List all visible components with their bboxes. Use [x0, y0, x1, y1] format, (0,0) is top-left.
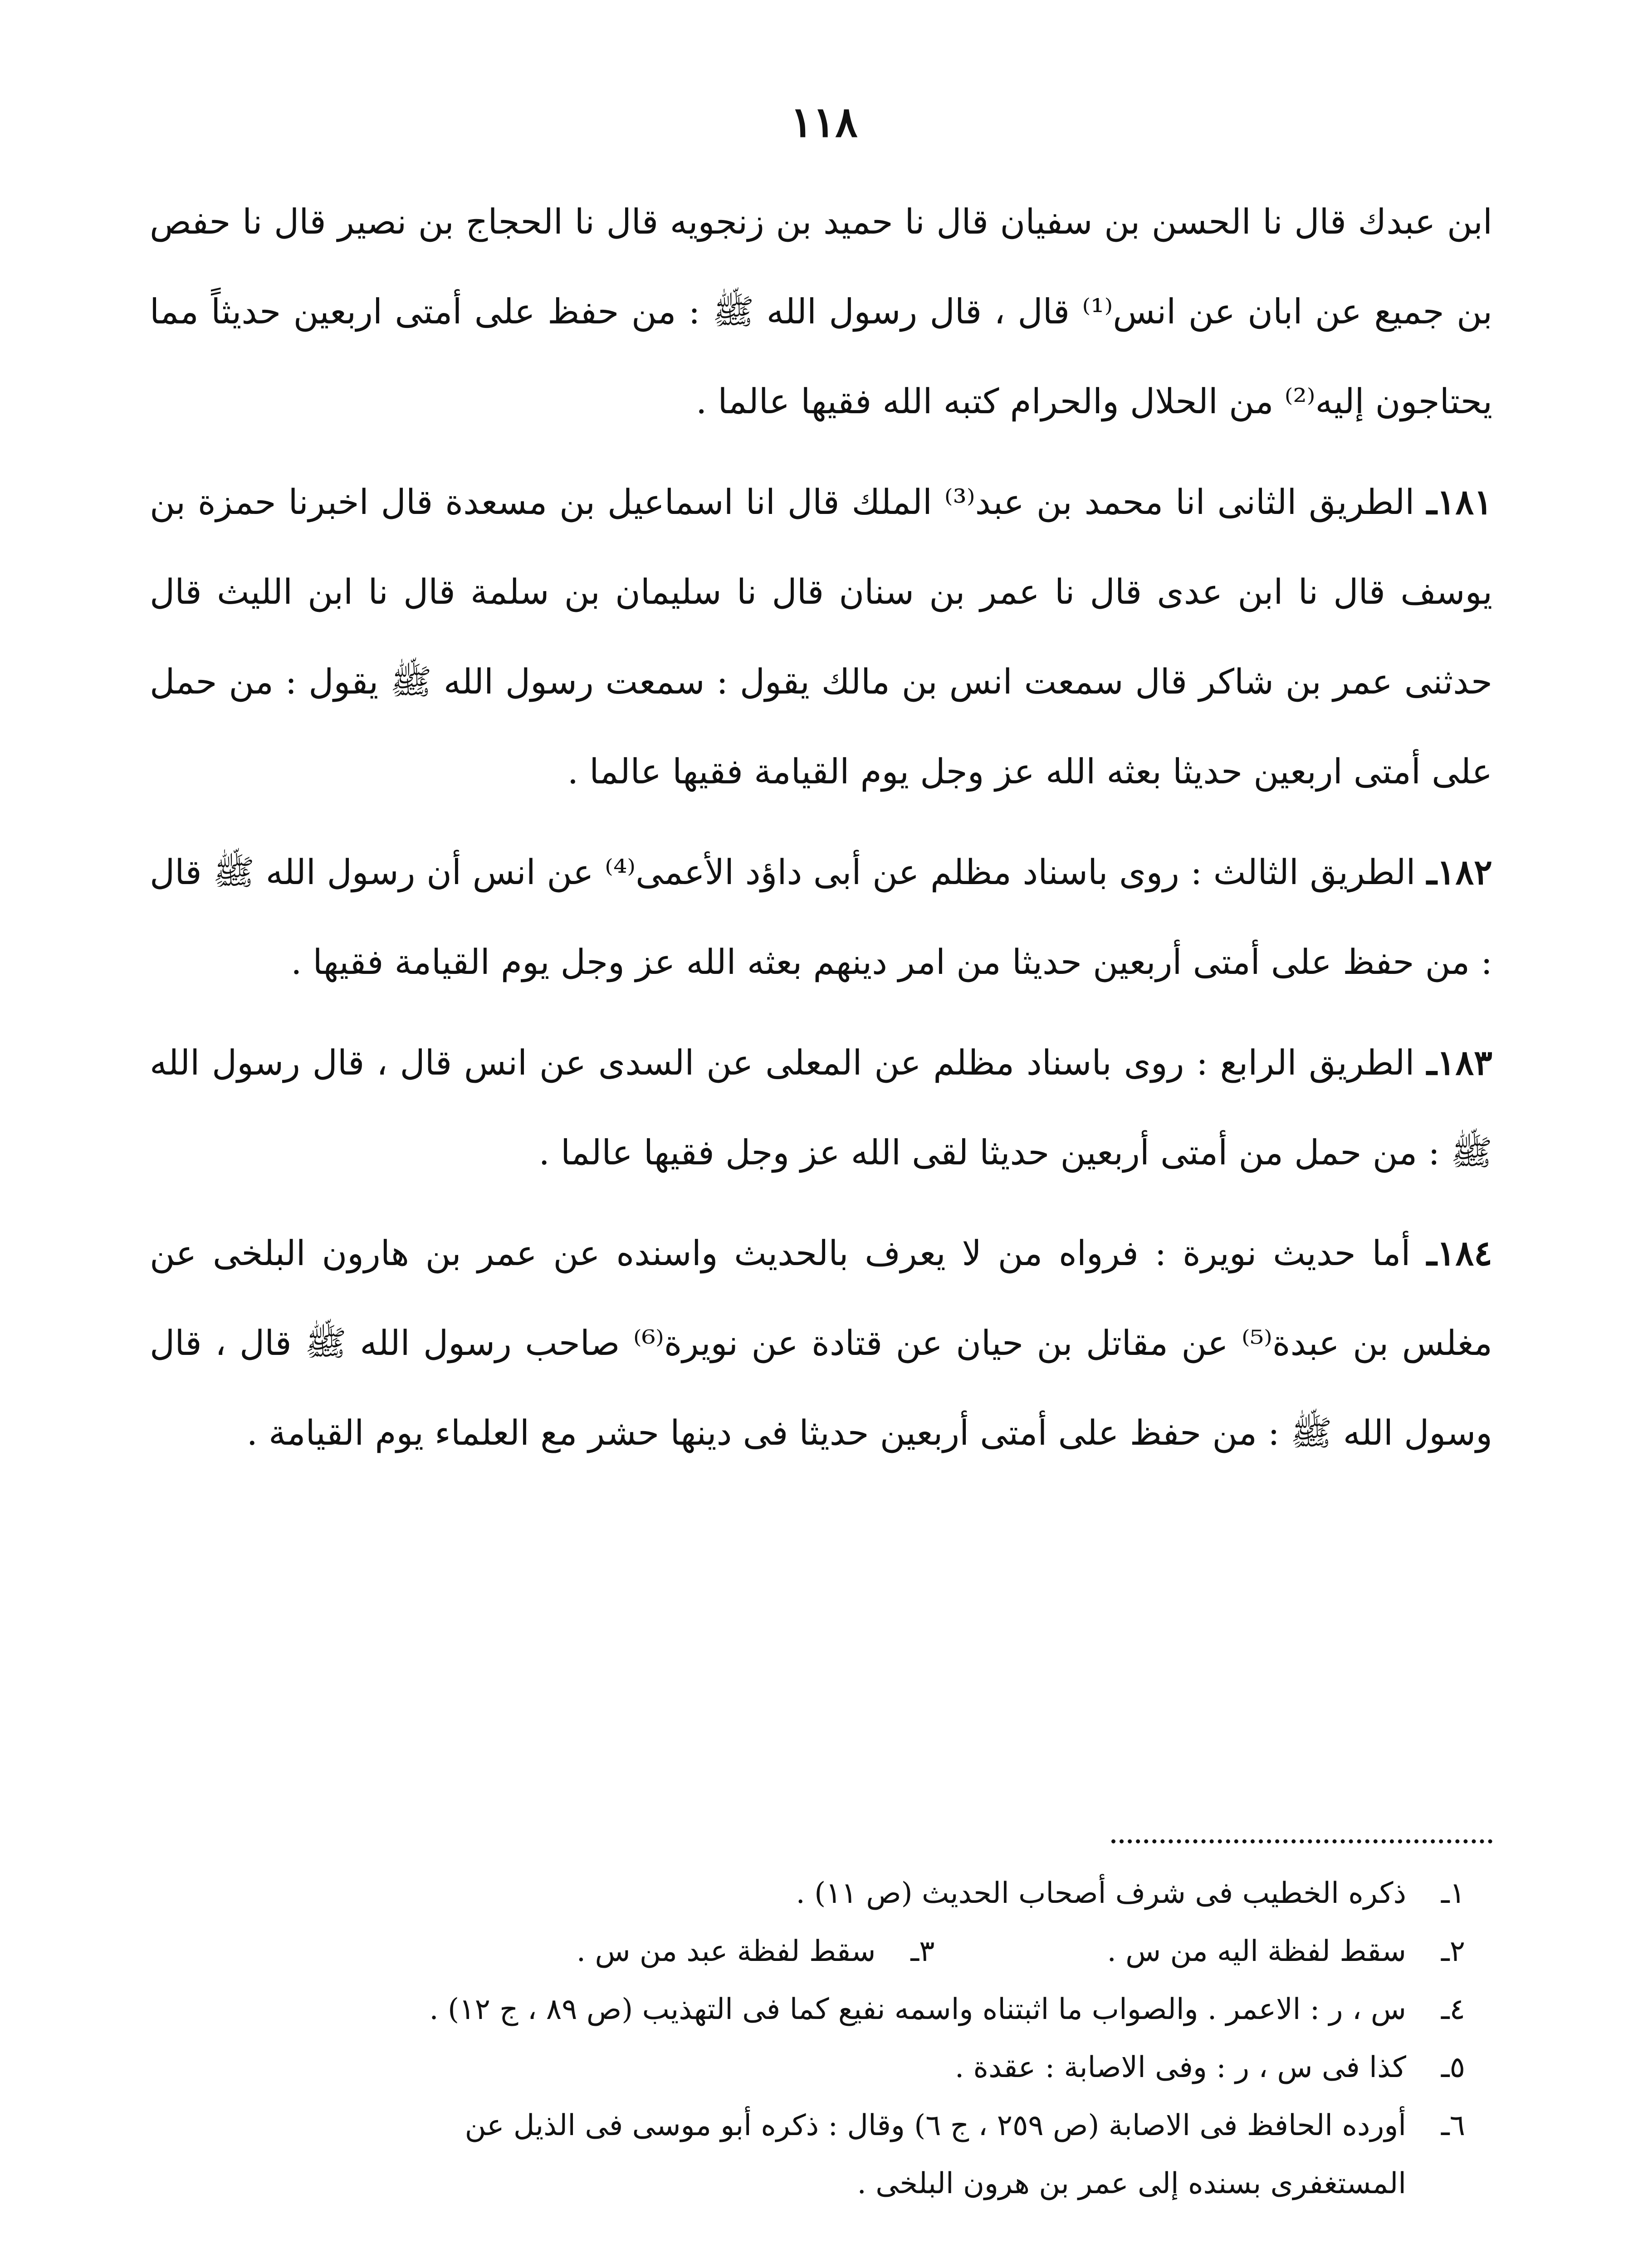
paragraph-intro: [150, 177, 1492, 446]
paragraph-text: الطريق الثانى انا محمد بن عبد⁽³⁾ الملك قال انا اسماعيل بن مسعدة قال اخبرنا حمزة بن يوسف قال نا ابن عدى قال نا عمر بن سنان قال نا سليمان بن سلمة قال نا ابن الليث قال حدثنى عمر بن شاكر قال سمعت انس بن مالك يقول : سمعت رسول الله ﷺ يقول : من حمل على أمتى اربعين حديثا بعثه الله عز وجل يوم القيامة فقيها عالما .: [150, 482, 1492, 792]
footnote-1: [122, 1864, 1465, 1922]
main-text: [150, 177, 1492, 1489]
footnote-row-2-3: [122, 1922, 1465, 1980]
footnote-text: س ، ر : الاعمر . والصواب ما اثبتناه واسمه نفيع كما فى التهذيب (ص ٨٩ ، ج ١٢) .: [429, 1993, 1406, 2026]
paragraph-183: [150, 1018, 1492, 1198]
footnote-number: ٤ـ: [1441, 1993, 1465, 2026]
footnote-divider: [1111, 1839, 1492, 1843]
footnote-2: [1107, 1922, 1465, 1980]
paragraph-text: أما حديث نويرة : فرواه من لا يعرف بالحديث واسنده عن عمر بن هارون البلخى عن مغلس بن عبدة⁽⁵⁾ عن مقاتل بن حيان عن قتادة عن نويرة⁽⁶⁾ صاحب رسول الله ﷺ قال ، قال وسول الله ﷺ : من حفظ على أمتى أربعين حديثا فى دينها حشر مع العلماء يوم القيامة .: [150, 1233, 1493, 1453]
page-number: ١١٨: [790, 98, 858, 147]
footnote-number: ٣ـ: [910, 1935, 935, 1968]
paragraph-text: ابن عبدك قال نا الحسن بن سفيان قال نا حميد بن زنجويه قال نا الحجاج بن نصير قال نا حفص بن جميع عن ابان عن انس⁽¹⁾ قال ، قال رسول الله ﷺ : من حفظ على أمتى اربعين حديثاً مما يحتاجون إليه⁽²⁾ من الحلال والحرام كتبه الله فقيها عالما .: [150, 201, 1492, 421]
footnote-text: أورده الحافظ فى الاصابة (ص ٢٥٩ ، ج ٦) وقال : ذكره أبو موسى فى الذيل عن: [465, 2109, 1406, 2142]
footnote-number: ٦ـ: [1441, 2109, 1465, 2142]
footnote-text: سقط لفظة عبد من س .: [576, 1935, 876, 1968]
footnotes: [122, 1864, 1465, 2213]
footnote-6: [122, 2097, 1465, 2155]
footnote-number: ٥ـ: [1441, 2051, 1465, 2084]
footnote-3: [577, 1922, 935, 1980]
footnote-text: كذا فى س ، ر : وفى الاصابة : عقدة .: [954, 2051, 1406, 2084]
paragraph-text: الطريق الثالث : روى باسناد مظلم عن أبى داؤد الأعمى⁽⁴⁾ عن انس أن رسول الله ﷺ قال : من حفظ على أمتى أربعين حديثا من امر دينهم بعثه الله عز وجل يوم القيامة فقيها .: [150, 852, 1492, 982]
paragraph-number: ١٨٤ـ: [1427, 1233, 1492, 1273]
footnote-number: ٢ـ: [1441, 1935, 1465, 1968]
footnote-text: سقط لفظة اليه من س .: [1107, 1935, 1406, 1968]
footnote-6-continuation: المستغفرى بسنده إلى عمر بن هرون البلخى .: [857, 2167, 1406, 2200]
footnote-text: ذكره الخطيب فى شرف أصحاب الحديث (ص ١١) .: [796, 1877, 1406, 1910]
paragraph-text: الطريق الرابع : روى باسناد مظلم عن المعلى عن السدى عن انس قال ، قال رسول الله ﷺ : من حمل من أمتى أربعين حديثا لقى الله عز وجل فقيها عالما .: [150, 1042, 1492, 1173]
paragraph-181: [150, 457, 1492, 816]
footnote-5: [122, 2038, 1465, 2097]
paragraph-number: ١٨١ـ: [1427, 482, 1492, 522]
paragraph-182: [150, 827, 1492, 1007]
footnote-number: ١ـ: [1441, 1877, 1465, 1910]
footnote-4: [122, 1980, 1465, 2038]
paragraph-number: ١٨٣ـ: [1427, 1042, 1492, 1083]
paragraph-number: ١٨٢ـ: [1427, 852, 1492, 892]
paragraph-184: [150, 1208, 1492, 1478]
